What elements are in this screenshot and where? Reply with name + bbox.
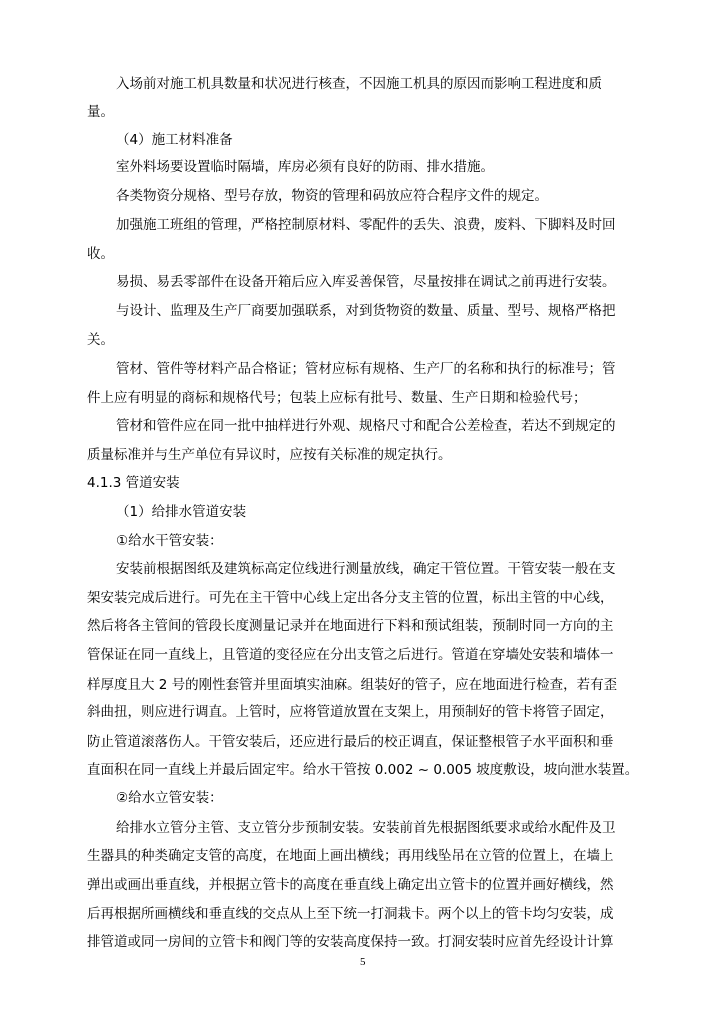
text-line: 排管道或同一房间的立管卡和阀门等的安装高度保持一致。打洞安装时应首先经设计计算	[87, 934, 614, 950]
text-line: 加强施工班组的管理，严格控制原材料、零配件的丢失、浪费，废料、下脚料及时回	[116, 217, 616, 233]
text-line: 关。	[87, 332, 114, 348]
text-line: 直面积在同一直线上并最后固定牢。给水干管按 0.002 ~ 0.005 坡度敷设，坡向泄水装置。	[87, 762, 639, 778]
text-line: 斜曲扭，则应进行调直。上管时，应将管道放置在支架上，用预制好的管卡将管子固定，	[87, 704, 614, 720]
section-heading: （4）施工材料准备	[116, 132, 233, 148]
section-heading: （1）给排水管道安装	[116, 504, 247, 520]
text-line: 架安装完成后进行。可先在主干管中心线上定出各分支主管的位置，标出主管的中心线，	[87, 590, 614, 606]
text-line: 质量标准并与生产单位有异议时，应按有关标准的规定执行。	[87, 447, 452, 463]
subsection-heading: ①给水干管安装：	[116, 533, 223, 549]
text-line: 防止管道滚落伤人。干管安装后，还应进行最后的校正调直，保证整根管子水平面积和垂	[87, 734, 614, 750]
text-line: 生器具的种类确定支管的高度，在地面上画出横线；再用线坠吊在立管的位置上，在墙上	[87, 848, 614, 864]
text-line: 易损、易丢零部件在设备开箱后应入库妥善保管，尽量按排在调试之前再进行安装。	[116, 274, 616, 290]
page-number: 5	[360, 956, 366, 968]
text-line: 给排水立管分主管、支立管分步预制安装。安装前首先根据图纸要求或给水配件及卫	[116, 820, 616, 836]
section-heading: 4.1.3 管道安装	[87, 475, 180, 491]
text-line: 入场前对施工机具数量和状况进行核查，不因施工机具的原因而影响工程进度和质	[116, 76, 602, 92]
text-line: 量。	[87, 104, 114, 120]
subsection-heading: ②给水立管安装：	[116, 790, 223, 806]
text-line: 弹出或画出垂直线，并根据立管卡的高度在垂直线上确定出立管卡的位置并画好横线，然	[87, 877, 614, 893]
text-line: 收。	[87, 246, 114, 262]
text-line: 管材和管件应在同一批中抽样进行外观、规格尺寸和配合公差检查，若达不到规定的	[116, 418, 616, 434]
text-line: 管材、管件等材料产品合格证；管材应标有规格、生产厂的名称和执行的标准号；管	[116, 361, 616, 377]
text-line: 件上应有明显的商标和规格代号；包装上应标有批号、数量、生产日期和检验代号；	[87, 390, 587, 406]
text-line: 样厚度且大 2 号的刚性套管并里面填实油麻。组装好的管子，应在地面进行检查，若有歪	[87, 677, 618, 693]
text-line: 后再根据所画横线和垂直线的交点从上至下统一打洞栽卡。两个以上的管卡均匀安装，成	[87, 906, 614, 922]
text-line: 然后将各主管间的管段长度测量记录并在地面进行下料和预试组装，预制时同一方向的主	[87, 618, 614, 634]
text-line: 室外料场要设置临时隔墙，库房必须有良好的防雨、排水措施。	[116, 159, 494, 175]
text-line: 安装前根据图纸及建筑标高定位线进行测量放线，确定干管位置。干管安装一般在支	[116, 561, 616, 577]
text-line: 各类物资分规格、型号存放，物资的管理和码放应符合程序文件的规定。	[116, 188, 548, 204]
text-line: 与设计、监理及生产厂商要加强联系，对到货物资的数量、质量、型号、规格严格把	[116, 303, 616, 319]
text-line: 管保证在同一直线上，且管道的变径应在分出支管之后进行。管道在穿墙处安装和墙体一	[87, 647, 614, 663]
